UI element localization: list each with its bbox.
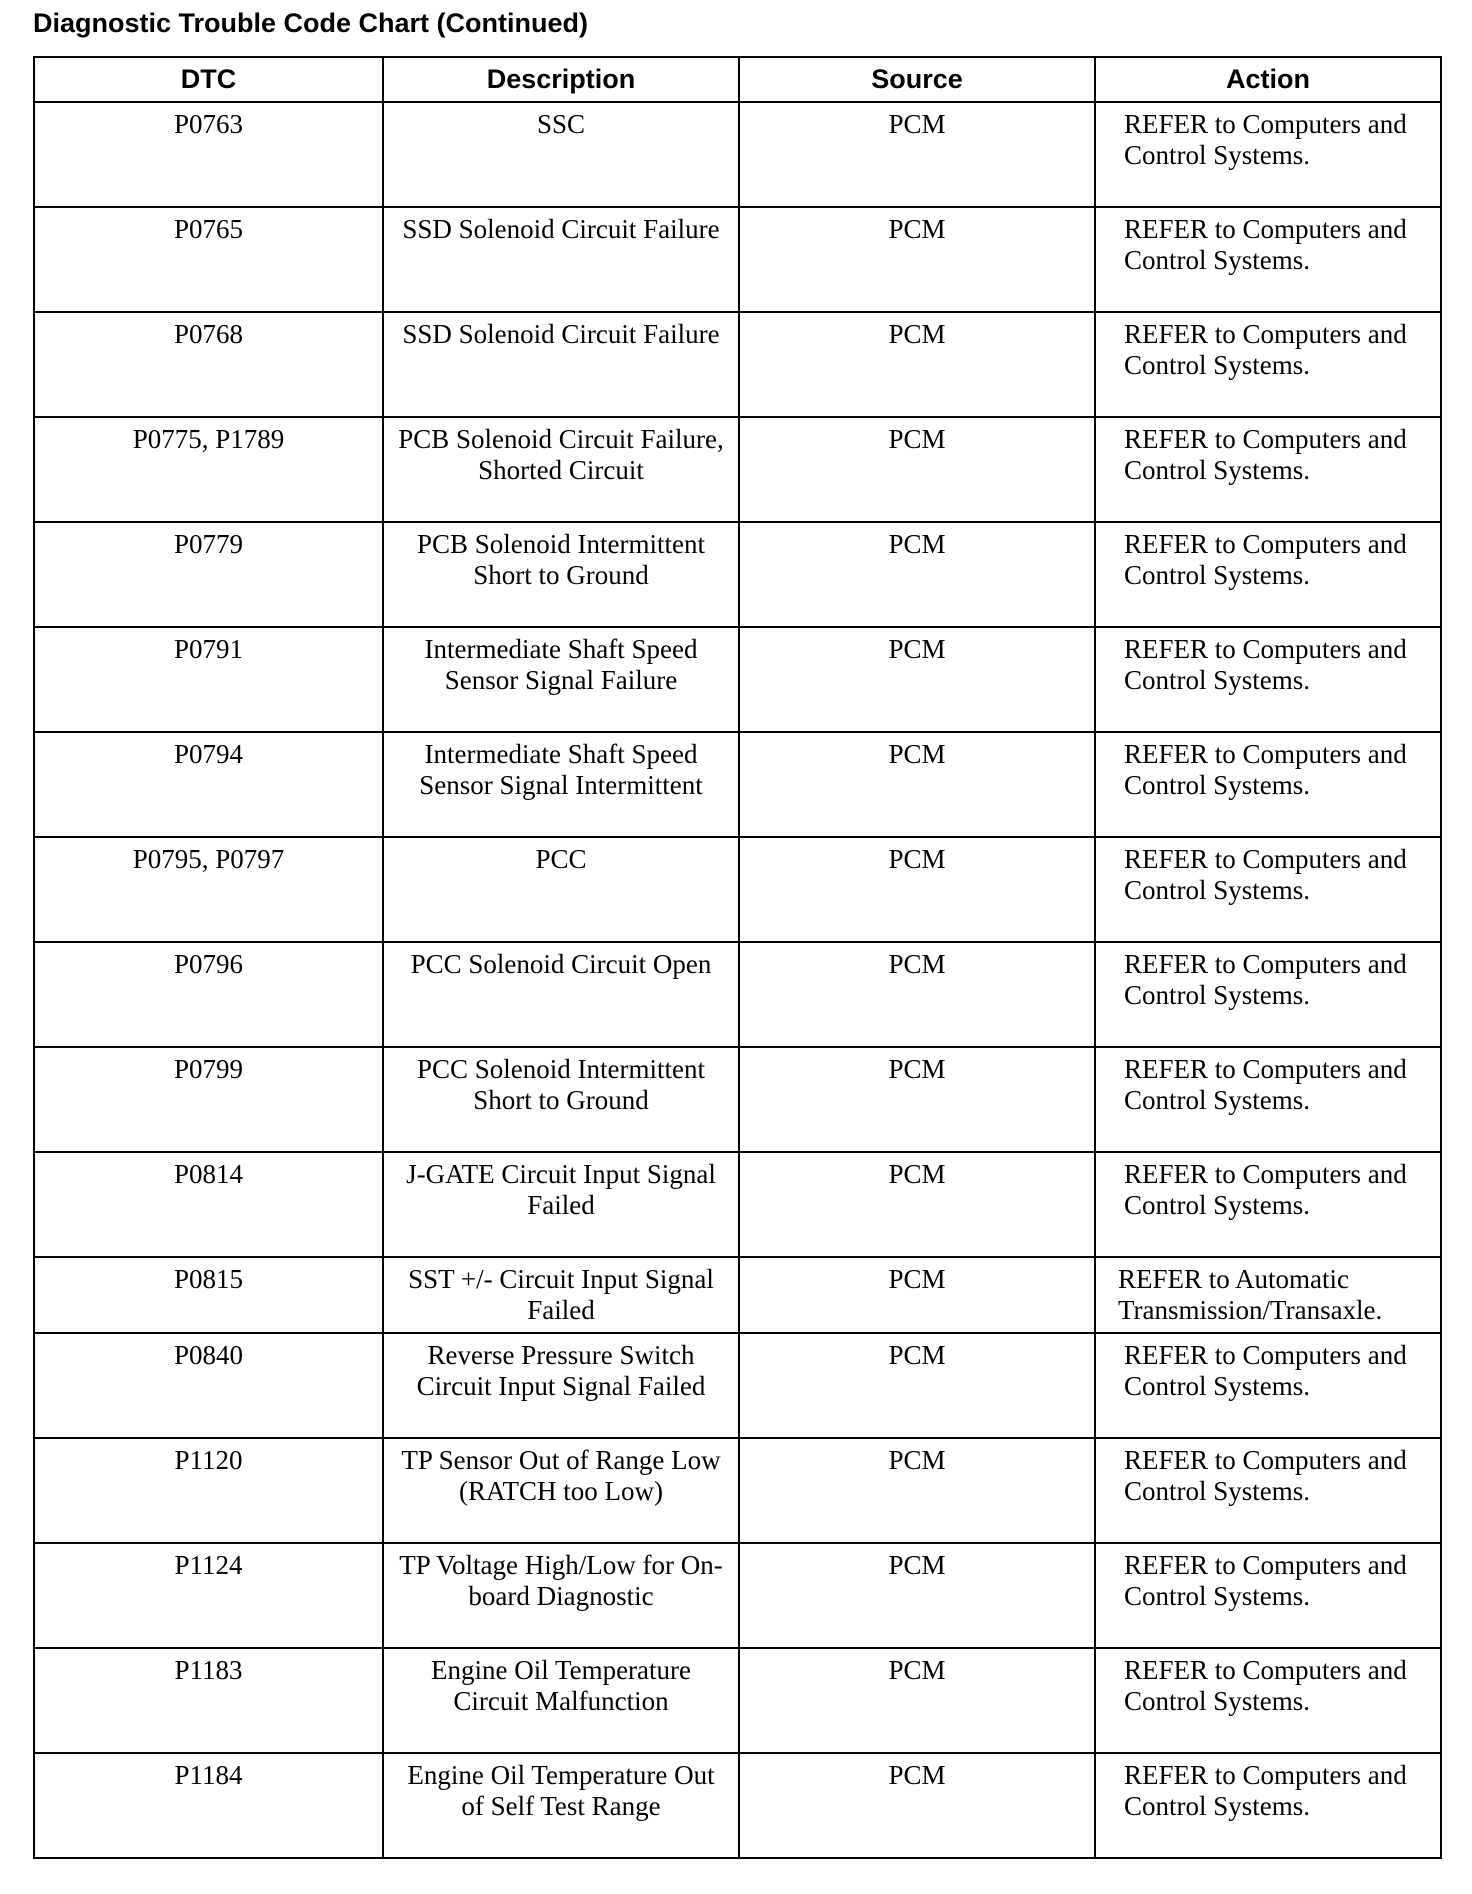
- description-cell: PCB Solenoid Circuit Failure, Shorted Circuit: [383, 417, 739, 522]
- table-row: [34, 1438, 1441, 1543]
- source-cell: PCM: [739, 102, 1095, 207]
- dtc-cell: P0791: [34, 627, 383, 732]
- table-row: [34, 1047, 1441, 1152]
- source-cell: PCM: [739, 1438, 1095, 1543]
- page-title: Diagnostic Trouble Code Chart (Continued): [33, 8, 588, 38]
- table-row: [34, 1152, 1441, 1257]
- table-row: [34, 942, 1441, 1047]
- dtc-cell: P0799: [34, 1047, 383, 1152]
- dtc-cell: P0779: [34, 522, 383, 627]
- action-cell: REFER to Computers and Control Systems.: [1095, 1543, 1441, 1648]
- table-row: [34, 1257, 1441, 1333]
- description-cell: Reverse Pressure Switch Circuit Input Signal Failed: [383, 1333, 739, 1438]
- dtc-cell: P0814: [34, 1152, 383, 1257]
- source-cell: PCM: [739, 417, 1095, 522]
- dtc-cell: P0763: [34, 102, 383, 207]
- description-cell: SSC: [383, 102, 739, 207]
- source-cell: PCM: [739, 1648, 1095, 1753]
- header-row: [34, 57, 1441, 102]
- table-row: [34, 837, 1441, 942]
- action-cell: REFER to Computers and Control Systems.: [1095, 942, 1441, 1047]
- dtc-cell: P0840: [34, 1333, 383, 1438]
- source-cell: PCM: [739, 732, 1095, 837]
- action-cell: REFER to Computers and Control Systems.: [1095, 522, 1441, 627]
- action-cell: REFER to Computers and Control Systems.: [1095, 207, 1441, 312]
- description-cell: TP Voltage High/Low for On-board Diagnostic: [383, 1543, 739, 1648]
- description-cell: PCB Solenoid Intermittent Short to Ground: [383, 522, 739, 627]
- description-cell: Engine Oil Temperature Out of Self Test Range: [383, 1753, 739, 1858]
- table-row: [34, 312, 1441, 417]
- action-cell: REFER to Computers and Control Systems.: [1095, 1152, 1441, 1257]
- table-row: [34, 1648, 1441, 1753]
- dtc-table: [33, 56, 1442, 1859]
- dtc-cell: P0775, P1789: [34, 417, 383, 522]
- dtc-cell: P1120: [34, 1438, 383, 1543]
- source-cell: PCM: [739, 522, 1095, 627]
- dtc-cell: P1183: [34, 1648, 383, 1753]
- table-row: [34, 732, 1441, 837]
- description-cell: PCC Solenoid Circuit Open: [383, 942, 739, 1047]
- table-row: [34, 1753, 1441, 1858]
- table-row: [34, 522, 1441, 627]
- header-source: Source: [739, 57, 1095, 102]
- description-cell: Intermediate Shaft Speed Sensor Signal Failure: [383, 627, 739, 732]
- description-cell: SST +/- Circuit Input Signal Failed: [383, 1257, 739, 1333]
- source-cell: PCM: [739, 207, 1095, 312]
- description-cell: Engine Oil Temperature Circuit Malfunction: [383, 1648, 739, 1753]
- source-cell: PCM: [739, 1753, 1095, 1858]
- dtc-cell: P0794: [34, 732, 383, 837]
- action-cell: REFER to Computers and Control Systems.: [1095, 417, 1441, 522]
- description-cell: SSD Solenoid Circuit Failure: [383, 312, 739, 417]
- dtc-cell: P0765: [34, 207, 383, 312]
- action-cell: REFER to Computers and Control Systems.: [1095, 1753, 1441, 1858]
- action-cell: REFER to Computers and Control Systems.: [1095, 627, 1441, 732]
- source-cell: PCM: [739, 1257, 1095, 1333]
- action-cell: REFER to Computers and Control Systems.: [1095, 1438, 1441, 1543]
- dtc-cell: P1124: [34, 1543, 383, 1648]
- source-cell: PCM: [739, 837, 1095, 942]
- action-cell: REFER to Computers and Control Systems.: [1095, 1648, 1441, 1753]
- table-row: [34, 417, 1441, 522]
- dtc-cell: P0795, P0797: [34, 837, 383, 942]
- source-cell: PCM: [739, 942, 1095, 1047]
- table-row: [34, 207, 1441, 312]
- source-cell: PCM: [739, 1047, 1095, 1152]
- source-cell: PCM: [739, 312, 1095, 417]
- table-row: [34, 1543, 1441, 1648]
- action-cell: REFER to Automatic Transmission/Transaxle.: [1095, 1257, 1441, 1333]
- action-cell: REFER to Computers and Control Systems.: [1095, 1047, 1441, 1152]
- dtc-cell: P0796: [34, 942, 383, 1047]
- description-cell: Intermediate Shaft Speed Sensor Signal Intermittent: [383, 732, 739, 837]
- description-cell: PCC Solenoid Intermittent Short to Ground: [383, 1047, 739, 1152]
- table-row: [34, 102, 1441, 207]
- description-cell: PCC: [383, 837, 739, 942]
- action-cell: REFER to Computers and Control Systems.: [1095, 1333, 1441, 1438]
- header-action: Action: [1095, 57, 1441, 102]
- action-cell: REFER to Computers and Control Systems.: [1095, 732, 1441, 837]
- header-description: Description: [383, 57, 739, 102]
- table-row: [34, 1333, 1441, 1438]
- action-cell: REFER to Computers and Control Systems.: [1095, 312, 1441, 417]
- source-cell: PCM: [739, 1152, 1095, 1257]
- header-dtc: DTC: [34, 57, 383, 102]
- table-row: [34, 627, 1441, 732]
- source-cell: PCM: [739, 627, 1095, 732]
- source-cell: PCM: [739, 1543, 1095, 1648]
- dtc-cell: P0815: [34, 1257, 383, 1333]
- action-cell: REFER to Computers and Control Systems.: [1095, 837, 1441, 942]
- description-cell: TP Sensor Out of Range Low (RATCH too Low): [383, 1438, 739, 1543]
- source-cell: PCM: [739, 1333, 1095, 1438]
- description-cell: SSD Solenoid Circuit Failure: [383, 207, 739, 312]
- dtc-cell: P1184: [34, 1753, 383, 1858]
- dtc-cell: P0768: [34, 312, 383, 417]
- description-cell: J-GATE Circuit Input Signal Failed: [383, 1152, 739, 1257]
- action-cell: REFER to Computers and Control Systems.: [1095, 102, 1441, 207]
